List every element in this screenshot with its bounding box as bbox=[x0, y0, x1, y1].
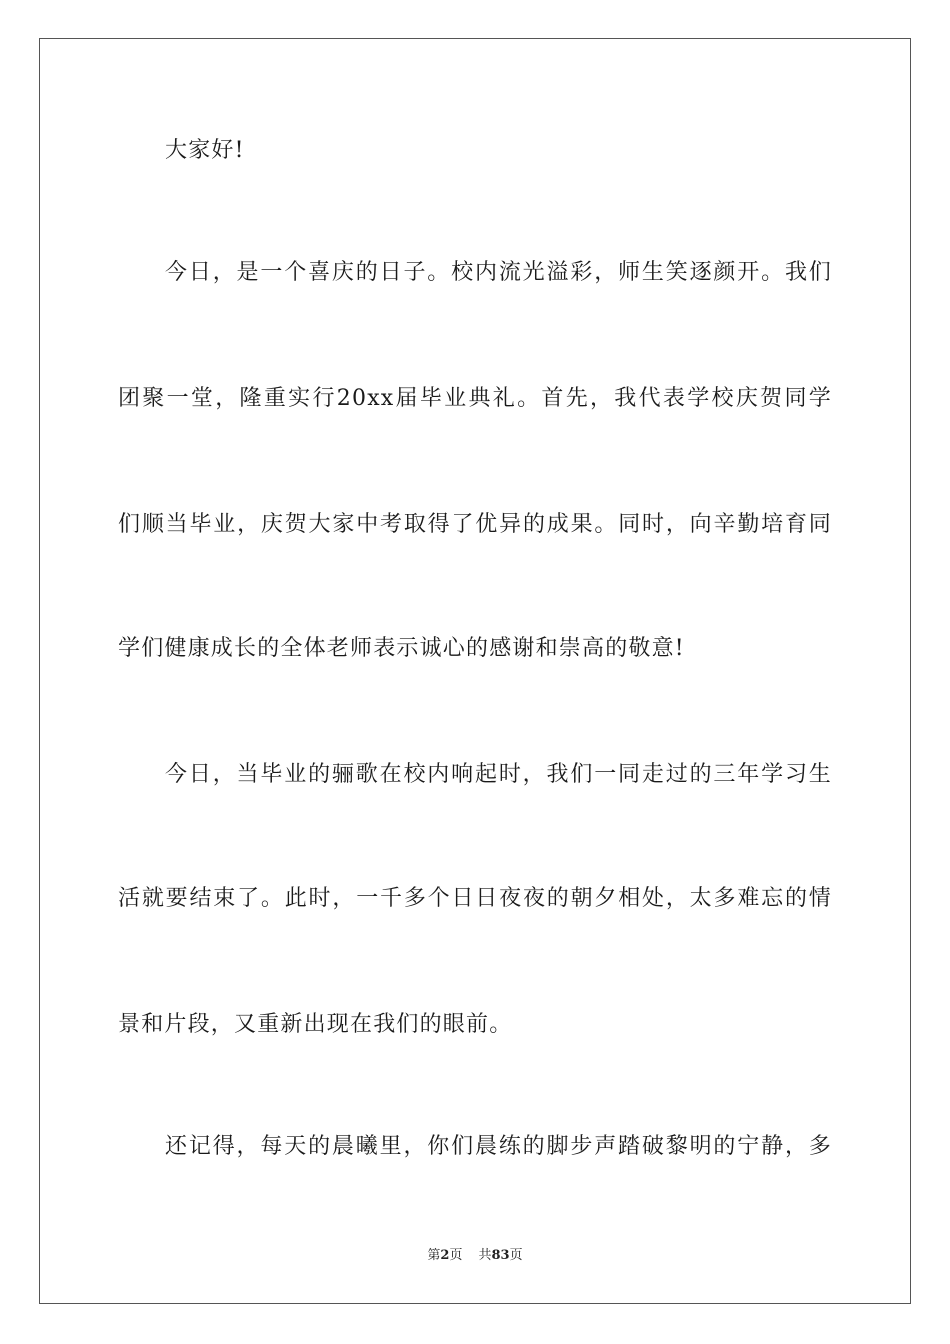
paragraph-2-line-2: 活就要结束了。此时，一千多个日日夜夜的朝夕相处，太多难忘的情 bbox=[118, 886, 832, 911]
paragraph-1-line-3: 们顺当毕业，庆贺大家中考取得了优异的成果。同时，向辛勤培育同 bbox=[118, 512, 832, 537]
footer-page-number: 2 bbox=[440, 1248, 450, 1263]
paragraph-2-line-1: 今日，当毕业的骊歌在校内响起时，我们一同走过的三年学习生 bbox=[165, 762, 832, 787]
paragraph-3-line-1: 还记得，每天的晨曦里，你们晨练的脚步声踏破黎明的宁静，多 bbox=[165, 1134, 832, 1159]
paragraph-2-line-3: 景和片段，又重新出现在我们的眼前。 bbox=[118, 1012, 513, 1037]
paragraph-1-line-4: 学们健康成长的全体老师表示诚心的感谢和崇高的敬意! bbox=[118, 636, 685, 661]
footer-page-suffix: 页 bbox=[449, 1248, 463, 1263]
page-footer bbox=[0, 1247, 950, 1265]
greeting-line: 大家好! bbox=[165, 138, 245, 163]
footer-total-suffix: 页 bbox=[509, 1248, 523, 1263]
footer-total-pages: 83 bbox=[491, 1248, 510, 1263]
footer-total-prefix: 共 bbox=[478, 1248, 492, 1263]
paragraph-1-line-1: 今日，是一个喜庆的日子。校内流光溢彩，师生笑逐颜开。我们 bbox=[165, 260, 832, 285]
paragraph-1-line-2: 团聚一堂，隆重实行20xx届毕业典礼。首先，我代表学校庆贺同学 bbox=[118, 386, 832, 411]
footer-page-prefix: 第 bbox=[427, 1248, 441, 1263]
page-border bbox=[39, 38, 911, 1304]
